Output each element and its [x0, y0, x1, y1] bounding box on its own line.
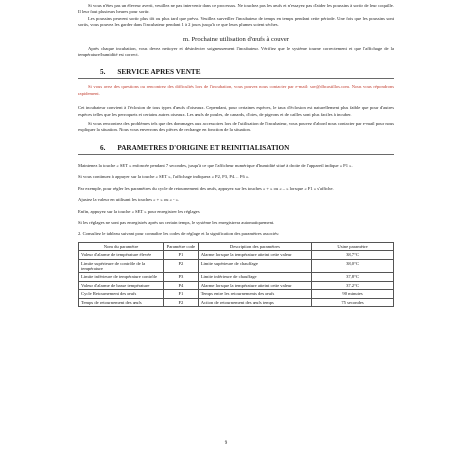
row-value: 38,0°C	[312, 259, 394, 273]
section-6-line-6: Si les réglages ne sont pas enregistrés après un certain temps, le système les enregistrera automatiquement.	[78, 219, 275, 225]
subsection-m-title: m. Prochaine utilisation d'œufs à couver	[183, 35, 289, 43]
header-factory-value: Usine paramètre	[312, 242, 394, 250]
table-row	[79, 281, 394, 289]
intro-paragraph-2: Les poussins peuvent sortir plus tôt ou plus tard que prévu. Veuillez surveiller l'incubateur de temps en temps pendant cette période. Une fois que les poussins sont sortis, vous pouvez les garder dans l'incubateur pendant 1 à 2 jours jusqu'à ce que leurs plumes soient sèches.	[78, 15, 394, 28]
section-5-number: 5.	[100, 68, 106, 77]
row-value: 75 secondes	[312, 298, 394, 306]
row-name: Limite supérieure de contrôle de la température	[79, 259, 164, 273]
row-code: F1	[164, 290, 199, 298]
section-6-line-3: Par exemple, pour régler les paramètres du cycle de retournement des œufs, appuyez sur les touches « + » ou « – » lorsque « F1 » s'affiche.	[78, 185, 334, 191]
row-name: Valeur d'alarme de température élevée	[79, 251, 164, 259]
section-5-heading	[78, 68, 394, 79]
row-name: Cycle Retournement des œufs	[79, 290, 164, 298]
row-value: 90 minutes	[312, 290, 394, 298]
section-6-line-4: Ajustez la valeur en utilisant les touches « + » ou « - ».	[78, 197, 180, 203]
table-caption: 2. Consultez le tableau suivant pour connaître les codes de réglage et la signification des paramètres associés:	[78, 231, 280, 237]
parameters-table	[78, 242, 394, 307]
row-description: Alarme lorsque la température atteint cette valeur	[198, 251, 311, 259]
row-name: Valeur d'alarme de basse température	[79, 281, 164, 289]
row-description: Temps entre les retournements des œufs	[198, 290, 311, 298]
row-description: Limite supérieure de chauffage	[198, 259, 311, 273]
subsection-m-body: Après chaque incubation, vous devez nettoyer et désinfecter soigneusement l'incubateur. Vérifiez que le système tourne correctement et que l'affichage de la température/humidité est correct.	[78, 45, 394, 58]
section-6-number: 6.	[100, 143, 106, 152]
section-5-paragraph-1: Cet incubateur convient à l'éclosion de tous types d'œufs d'oiseaux. Cependant, pour certaines espèces, le taux d'éclosion est naturellement plus faible que pour d'autres espèces telles que les perroquets et certains autres oiseaux. Les œufs de poules, de canards, d'oies, de pigeons et de cailles sont plus faciles à incuber.	[78, 105, 394, 117]
table-header-row	[79, 242, 394, 250]
table-row	[79, 273, 394, 281]
row-description: Limite inférieure de chauffage	[198, 273, 311, 281]
header-description: Description des paramètres	[198, 242, 311, 250]
section-6-line-2: Si vous continuez à appuyer sur la touche « SET », l'affichage indiquera « P2, P3, P4… F6 ».	[78, 174, 250, 180]
table-row	[79, 259, 394, 273]
row-code: P4	[164, 281, 199, 289]
row-description: Alarme lorsque la température atteint cette valeur	[198, 281, 311, 289]
section-6-line-5: Enfin, appuyez sur la touche « SET » pour enregistrer les réglages	[78, 208, 200, 214]
row-value: 38,7°C	[312, 251, 394, 259]
section-6-line-1: Maintenez la touche « SET » enfoncée pendant 7 secondes, jusqu'à ce que l'afficheur numérique d'humidité situé à droite de l'appareil indique « P1 ».	[78, 162, 353, 168]
table-row	[79, 251, 394, 259]
row-code: F2	[164, 298, 199, 306]
section-6-heading	[78, 144, 394, 155]
row-code: P1	[164, 251, 199, 259]
support-contact-notice: Si vous avez des questions ou rencontrez des difficultés lors de l'incubation, vous pouvez nous contacter par e-mail: sav@dhcastillos.com. Nous vous répondrons rapidement.	[78, 84, 394, 96]
row-code: P2	[164, 259, 199, 273]
table-row	[79, 298, 394, 306]
header-code: Paramètre code	[164, 242, 199, 250]
row-name: Temps de retournement des œufs	[79, 298, 164, 306]
table-row	[79, 290, 394, 298]
section-5-title: SERVICE APRES VENTE	[117, 68, 201, 77]
section-5-paragraph-2: Si vous rencontrez des problèmes tels que des dommages aux accessoires lors de l'utilisation de l'incubateur, vous pouvez d'abord nous contacter par e-mail pour nous expliquer la situation. Nous vous enverrons des pièces de rechange en fonction de la situation.	[78, 121, 394, 133]
row-code: P3	[164, 273, 199, 281]
page-number: 9	[224, 441, 228, 446]
row-description: Action de retournement des œufs temps	[198, 298, 311, 306]
row-name: Limite inférieure de température contrôle	[79, 273, 164, 281]
row-value: 37,8°C	[312, 273, 394, 281]
section-6-title: PARAMETRES D'ORIGINE ET REINITIALISATION	[117, 143, 290, 152]
header-name: Nom du paramètre	[79, 242, 164, 250]
intro-paragraph-1: Si vous n'êtes pas un éleveur averti, veuillez ne pas intervenir dans ce processus. Ne touchez pas les œufs et n'essayez pas d'aider les poussins à sortir de leur coquille. Il leur faut plusieurs heures pour sortir.	[78, 3, 394, 15]
row-value: 37.2°C	[312, 281, 394, 289]
